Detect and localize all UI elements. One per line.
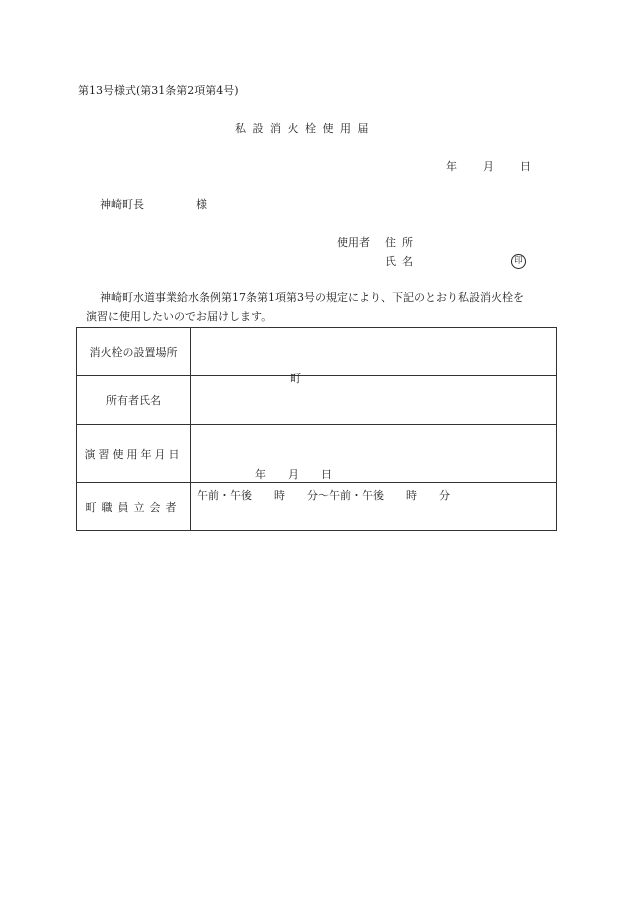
- owner-field[interactable]: [191, 376, 557, 425]
- name-label: 氏名: [385, 255, 419, 268]
- address-label: 住所: [385, 236, 419, 249]
- body-text-line-2: 演習に使用したいのでお届けします。: [86, 310, 273, 323]
- form-table: [76, 327, 557, 531]
- date-day-label: 日: [520, 160, 531, 173]
- addressee-honorific: 様: [196, 198, 207, 211]
- location-label: 消火栓の設置場所: [77, 328, 191, 376]
- date-year-label: 年: [446, 160, 457, 173]
- location-field[interactable]: [191, 328, 557, 385]
- seal-icon: 印: [511, 254, 526, 269]
- form-number: 第13号様式(第31条第2項第4号): [78, 84, 239, 97]
- addressee-name: 神崎町長: [100, 198, 144, 211]
- table-row-drill-date: [77, 425, 557, 483]
- location-town-suffix: 町: [290, 371, 301, 385]
- drill-date-values: 年 月 日: [255, 467, 332, 481]
- body-text-line-1: 神崎町水道事業給水条例第17条第1項第3号の規定により、下記のとおり私設消火栓を: [100, 291, 524, 304]
- drill-time-values: 午前・午後 時 分〜午前・午後 時 分: [197, 488, 450, 502]
- table-row-owner: [77, 376, 557, 425]
- table-row-location: [77, 328, 557, 376]
- date-month-label: 月: [483, 160, 494, 173]
- drill-date-label: 演習使用年月日: [77, 425, 191, 483]
- date-line: [446, 160, 531, 174]
- drill-date-field[interactable]: [191, 425, 557, 502]
- witness-label: 町職員立会者: [77, 483, 191, 531]
- applicant-label: 使用者: [337, 236, 370, 249]
- document-title: 私設消火栓使用届: [235, 122, 375, 135]
- owner-label: 所有者氏名: [77, 376, 191, 425]
